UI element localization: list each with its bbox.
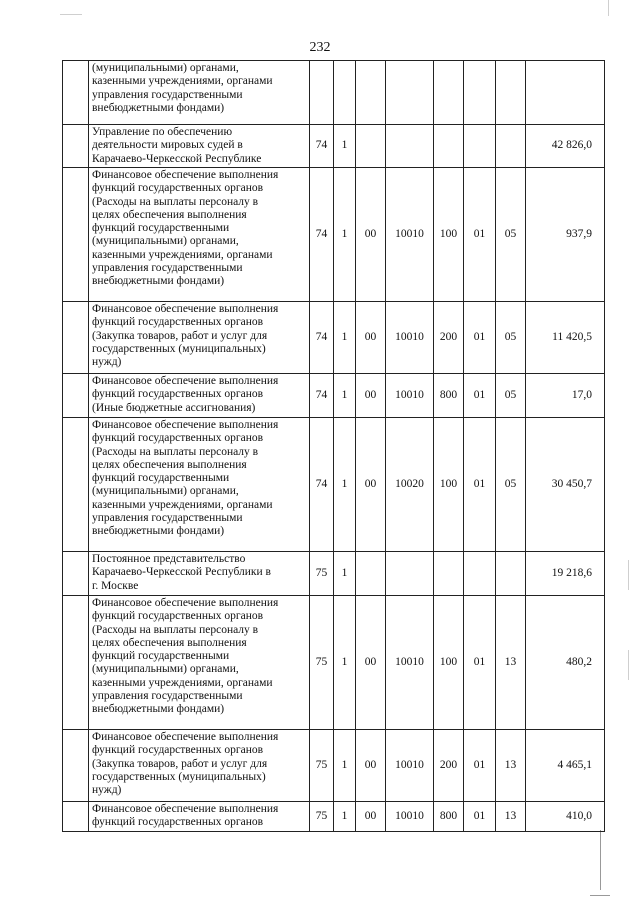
subsection-code-cell: [464, 552, 496, 596]
row-number-cell: [63, 125, 89, 168]
section-code-cell: 1: [334, 125, 356, 168]
section-code-cell: 1: [334, 418, 356, 552]
item-code-cell: [386, 61, 434, 125]
subsection-detail-cell: 05: [496, 418, 526, 552]
program-code-cell: 00: [356, 730, 386, 802]
expense-name-cell: Управление по обеспечению деятельности мировых судей в Карачаево-Черкесской Республике: [89, 125, 310, 168]
scan-mark: [60, 14, 82, 15]
section-code-cell: 1: [334, 730, 356, 802]
table-row: [63, 125, 605, 168]
ministry-code-cell: 75: [310, 802, 334, 832]
amount-cell: [526, 61, 605, 125]
program-code-cell: [356, 61, 386, 125]
scan-mark: [628, 650, 629, 680]
expense-name-cell: Финансовое обеспечение выполнения функций государственных органов (Закупка товаров, работ и услуг для государственных (муниципальных) нужд): [89, 730, 310, 802]
amount-cell: 11 420,5: [526, 302, 605, 374]
row-number-cell: [63, 552, 89, 596]
section-code-cell: 1: [334, 302, 356, 374]
ministry-code-cell: 75: [310, 552, 334, 596]
item-code-cell: 10010: [386, 374, 434, 418]
program-code-cell: 00: [356, 596, 386, 730]
expense-type-cell: 800: [434, 802, 464, 832]
ministry-code-cell: 74: [310, 374, 334, 418]
item-code-cell: [386, 125, 434, 168]
row-number-cell: [63, 302, 89, 374]
subsection-detail-cell: [496, 552, 526, 596]
subsection-detail-cell: 13: [496, 730, 526, 802]
row-number-cell: [63, 61, 89, 125]
scan-mark: [628, 560, 629, 590]
expense-type-cell: 800: [434, 374, 464, 418]
expense-name-cell: Постоянное представительство Карачаево-Черкесской Республики в г. Москве: [89, 552, 310, 596]
table-row: [63, 168, 605, 302]
ministry-code-cell: 75: [310, 596, 334, 730]
program-code-cell: 00: [356, 168, 386, 302]
scan-mark: [600, 830, 601, 890]
amount-cell: 19 218,6: [526, 552, 605, 596]
expense-name-cell: (муниципальными) органами, казенными учреждениями, органами управления государственными внебюджетными фондами): [89, 61, 310, 125]
subsection-code-cell: [464, 125, 496, 168]
expense-type-cell: 100: [434, 418, 464, 552]
item-code-cell: 10010: [386, 302, 434, 374]
amount-cell: 4 465,1: [526, 730, 605, 802]
item-code-cell: 10010: [386, 168, 434, 302]
ministry-code-cell: 74: [310, 168, 334, 302]
row-number-cell: [63, 730, 89, 802]
item-code-cell: 10010: [386, 596, 434, 730]
ministry-code-cell: 74: [310, 418, 334, 552]
expense-name-cell: Финансовое обеспечение выполнения функций государственных органов: [89, 802, 310, 832]
page-number: 232: [309, 40, 331, 55]
expense-name-cell: Финансовое обеспечение выполнения функций государственных органов (Иные бюджетные ассигнования): [89, 374, 310, 418]
program-code-cell: [356, 552, 386, 596]
budget-table: [62, 60, 605, 832]
program-code-cell: 00: [356, 418, 386, 552]
expense-type-cell: [434, 125, 464, 168]
expense-type-cell: 100: [434, 596, 464, 730]
item-code-cell: 10010: [386, 802, 434, 832]
expense-type-cell: [434, 552, 464, 596]
section-code-cell: [334, 61, 356, 125]
expense-name-cell: Финансовое обеспечение выполнения функций государственных органов (Расходы на выплаты персоналу в целях обеспечения выполнения функций государственными (муниципальными) органами, казенными учреждениями, органами управления государственными внебюджетными фондами): [89, 596, 310, 730]
subsection-code-cell: 01: [464, 418, 496, 552]
row-number-cell: [63, 374, 89, 418]
item-code-cell: 10020: [386, 418, 434, 552]
subsection-code-cell: 01: [464, 374, 496, 418]
table-row: [63, 302, 605, 374]
scan-mark: [608, 0, 609, 16]
program-code-cell: 00: [356, 802, 386, 832]
amount-cell: 480,2: [526, 596, 605, 730]
row-number-cell: [63, 802, 89, 832]
program-code-cell: 00: [356, 374, 386, 418]
row-number-cell: [63, 418, 89, 552]
subsection-detail-cell: [496, 61, 526, 125]
expense-name-cell: Финансовое обеспечение выполнения функций государственных органов (Расходы на выплаты персоналу в целях обеспечения выполнения функций государственными (муниципальными) органами, казенными учреждениями, органами управления государственными внебюджетными фондами): [89, 168, 310, 302]
table-row: [63, 552, 605, 596]
subsection-code-cell: 01: [464, 168, 496, 302]
subsection-detail-cell: 05: [496, 374, 526, 418]
row-number-cell: [63, 596, 89, 730]
expense-type-cell: 200: [434, 730, 464, 802]
table-row: [63, 418, 605, 552]
program-code-cell: 00: [356, 302, 386, 374]
subsection-detail-cell: 13: [496, 802, 526, 832]
expense-type-cell: 100: [434, 168, 464, 302]
subsection-code-cell: [464, 61, 496, 125]
row-number-cell: [63, 168, 89, 302]
table-row: [63, 596, 605, 730]
table-row: [63, 374, 605, 418]
table-row: [63, 802, 605, 832]
section-code-cell: 1: [334, 802, 356, 832]
subsection-code-cell: 01: [464, 802, 496, 832]
subsection-detail-cell: 05: [496, 168, 526, 302]
item-code-cell: [386, 552, 434, 596]
section-code-cell: 1: [334, 374, 356, 418]
program-code-cell: [356, 125, 386, 168]
ministry-code-cell: 74: [310, 302, 334, 374]
expense-type-cell: 200: [434, 302, 464, 374]
subsection-code-cell: 01: [464, 596, 496, 730]
table-row: [63, 730, 605, 802]
scan-mark: [590, 895, 610, 896]
amount-cell: 42 826,0: [526, 125, 605, 168]
expense-name-cell: Финансовое обеспечение выполнения функций государственных органов (Расходы на выплаты персоналу в целях обеспечения выполнения функций государственными (муниципальными) органами, казенными учреждениями, органами управления государственными внебюджетными фондами): [89, 418, 310, 552]
ministry-code-cell: 75: [310, 730, 334, 802]
subsection-detail-cell: [496, 125, 526, 168]
expense-type-cell: [434, 61, 464, 125]
amount-cell: 30 450,7: [526, 418, 605, 552]
amount-cell: 410,0: [526, 802, 605, 832]
amount-cell: 17,0: [526, 374, 605, 418]
table-row: [63, 61, 605, 125]
subsection-code-cell: 01: [464, 730, 496, 802]
section-code-cell: 1: [334, 596, 356, 730]
ministry-code-cell: 74: [310, 125, 334, 168]
subsection-detail-cell: 13: [496, 596, 526, 730]
subsection-code-cell: 01: [464, 302, 496, 374]
subsection-detail-cell: 05: [496, 302, 526, 374]
section-code-cell: 1: [334, 168, 356, 302]
ministry-code-cell: [310, 61, 334, 125]
section-code-cell: 1: [334, 552, 356, 596]
expense-name-cell: Финансовое обеспечение выполнения функций государственных органов (Закупка товаров, работ и услуг для государственных (муниципальных) нужд): [89, 302, 310, 374]
item-code-cell: 10010: [386, 730, 434, 802]
amount-cell: 937,9: [526, 168, 605, 302]
